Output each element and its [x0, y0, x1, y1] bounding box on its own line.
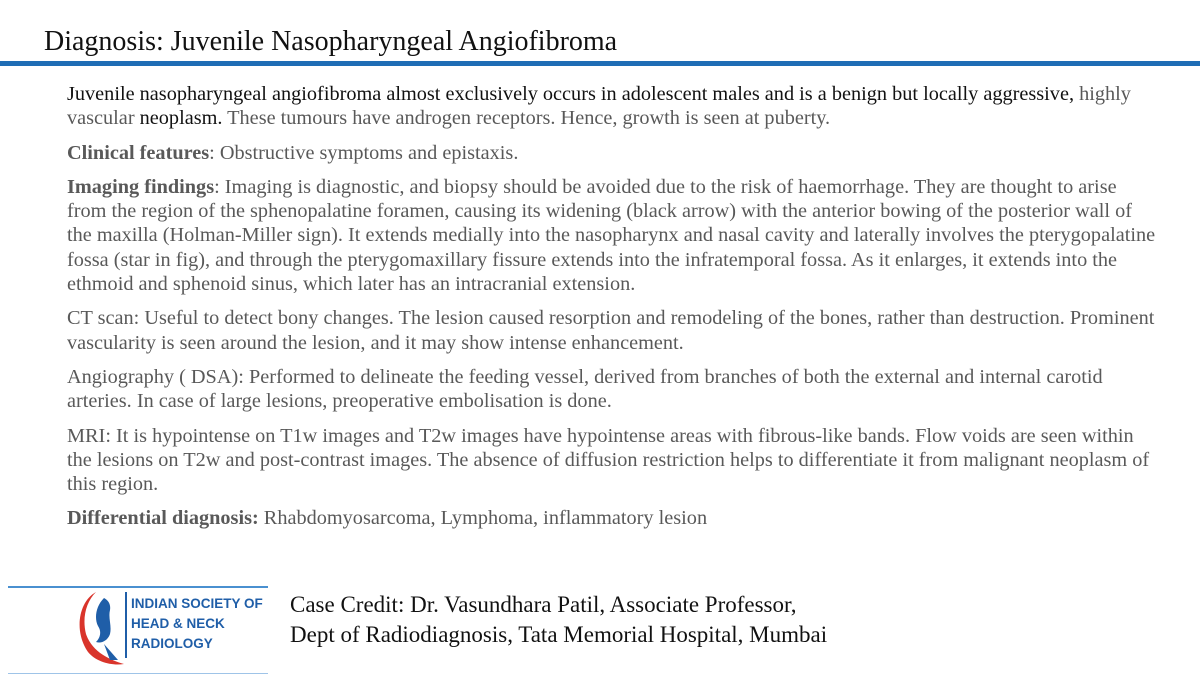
imaging-paragraph: [67, 175, 1157, 296]
imaging-text: : Imaging is diagnostic, and biopsy should be avoided due to the risk of haemorrhage. They are thought to arise from the region of the sphenopalatine foramen, causing its widening (black arrow) with the anterior bowing of the posterior wall of the maxilla (Holman-Miller sign). It extends medially into the nasopharynx and nasal cavity and laterally involves the pterygopalatine fossa (star in fig), and through the pterygomaxillary fissure extends into the infratemporal fossa. As it enlarges, it extends into the ethmoid and sphenoid sinus, which later has an intracranial extension.: [67, 175, 1156, 296]
society-logo-text: [131, 594, 263, 654]
society-logo-icon: [74, 588, 126, 668]
slide-title: Diagnosis: Juvenile Nasopharyngeal Angiofibroma: [44, 26, 618, 57]
clinical-paragraph: [67, 141, 1157, 165]
credit-line-2: Dept of Radiodiagnosis, Tata Memorial Hospital, Mumbai: [290, 622, 828, 647]
clinical-text: : Obstructive symptoms and epistaxis.: [209, 141, 519, 164]
logo-line-1: INDIAN SOCIETY OF: [131, 596, 263, 611]
logo-line-3: RADIOLOGY: [131, 636, 213, 651]
angiography-paragraph: Angiography ( DSA): Performed to delineate the feeding vessel, derived from branches of both the external and internal carotid arteries. In case of large lesions, preoperative embolisation is done.: [67, 365, 1103, 413]
mri-paragraph: MRI: It is hypointense on T1w images and T2w images have hypointense areas with fibrous-like bands. Flow voids are seen within the lesions on T2w and post-contrast images. The absence of diffusion restriction helps to differentiate it from malignant neoplasm of this region.: [67, 424, 1150, 496]
imaging-label: Imaging findings: [67, 175, 215, 198]
intro-text-3: neoplasm.: [139, 107, 223, 130]
clinical-label: Clinical features: [67, 141, 210, 164]
logo-top-rule: [8, 586, 268, 588]
content-body: [67, 82, 1157, 541]
intro-text-2: highly vascular: [67, 83, 1131, 130]
differential-label: Differential diagnosis:: [67, 507, 259, 530]
title-underline: [0, 61, 1200, 66]
logo-bottom-rule: [8, 673, 268, 674]
credit-line-1: Case Credit: Dr. Vasundhara Patil, Associate Professor,: [290, 592, 797, 617]
differential-paragraph: [67, 506, 1157, 530]
intro-text-4: These tumours have androgen receptors. Hence, growth is seen at puberty.: [222, 107, 831, 130]
intro-text-1: Juvenile nasopharyngeal angiofibroma almost exclusively occurs in adolescent males and is a benign but locally aggressive,: [67, 83, 1080, 105]
logo-line-2: HEAD & NECK: [131, 616, 225, 631]
case-credit: [290, 590, 827, 650]
intro-paragraph: [67, 82, 1157, 131]
differential-text: Rhabdomyosarcoma, Lymphoma, inflammatory lesion: [258, 507, 708, 530]
ct-paragraph: CT scan: Useful to detect bony changes. The lesion caused resorption and remodeling of the bones, rather than destruction. Prominent vascularity is seen around the lesion, and it may show intense enhancement.: [67, 307, 1155, 354]
logo-divider: [125, 592, 127, 658]
